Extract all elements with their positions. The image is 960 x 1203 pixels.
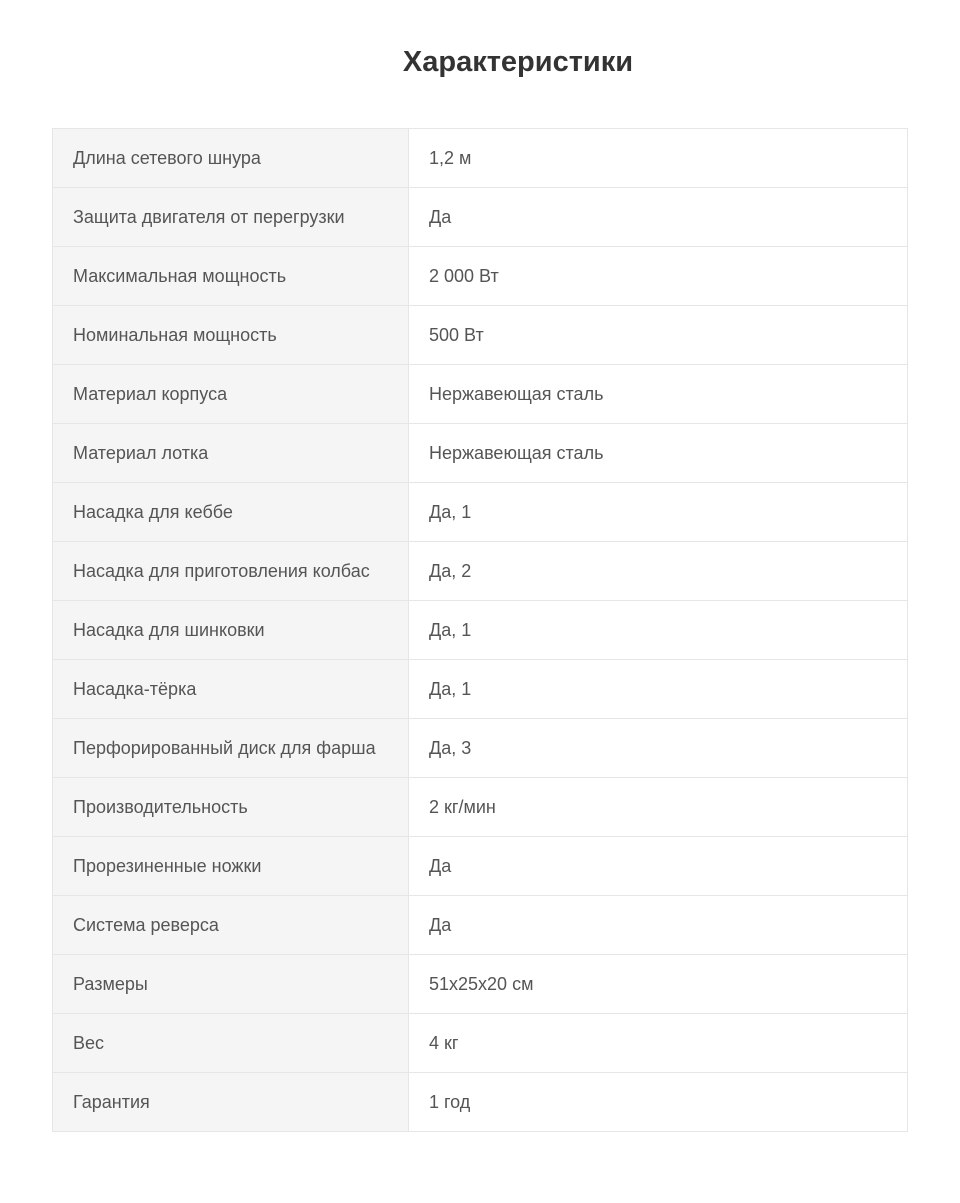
spec-name: Материал корпуса <box>53 365 409 424</box>
spec-name: Насадка-тёрка <box>53 660 409 719</box>
spec-value: 2 кг/мин <box>409 778 908 837</box>
spec-value: Нержавеющая сталь <box>409 365 908 424</box>
spec-name: Прорезиненные ножки <box>53 837 409 896</box>
spec-value: Да, 1 <box>409 483 908 542</box>
spec-name: Перфорированный диск для фарша <box>53 719 409 778</box>
table-row <box>53 837 908 896</box>
spec-value: Да, 1 <box>409 601 908 660</box>
table-row <box>53 247 908 306</box>
spec-name: Номинальная мощность <box>53 306 409 365</box>
table-row <box>53 306 908 365</box>
spec-value: Нержавеющая сталь <box>409 424 908 483</box>
spec-value: 51x25x20 см <box>409 955 908 1014</box>
spec-value: 4 кг <box>409 1014 908 1073</box>
spec-value: Да, 3 <box>409 719 908 778</box>
spec-value: 1,2 м <box>409 129 908 188</box>
table-row <box>53 1014 908 1073</box>
spec-value: Да <box>409 837 908 896</box>
spec-name: Размеры <box>53 955 409 1014</box>
spec-name: Длина сетевого шнура <box>53 129 409 188</box>
spec-name: Максимальная мощность <box>53 247 409 306</box>
spec-name: Насадка для шинковки <box>53 601 409 660</box>
table-row <box>53 188 908 247</box>
spec-name: Производительность <box>53 778 409 837</box>
spec-name: Гарантия <box>53 1073 409 1132</box>
table-row <box>53 129 908 188</box>
table-row <box>53 483 908 542</box>
specifications-table <box>52 128 908 1132</box>
table-row <box>53 660 908 719</box>
spec-value: 1 год <box>409 1073 908 1132</box>
table-row <box>53 365 908 424</box>
table-row <box>53 955 908 1014</box>
spec-value: Да <box>409 188 908 247</box>
table-row <box>53 719 908 778</box>
table-row <box>53 1073 908 1132</box>
table-row <box>53 424 908 483</box>
spec-name: Насадка для приготовления колбас <box>53 542 409 601</box>
spec-value: Да, 2 <box>409 542 908 601</box>
spec-value: Да, 1 <box>409 660 908 719</box>
table-row <box>53 896 908 955</box>
spec-value: 500 Вт <box>409 306 908 365</box>
page-title: Характеристики <box>402 46 634 78</box>
table-row <box>53 542 908 601</box>
spec-name: Вес <box>53 1014 409 1073</box>
spec-name: Материал лотка <box>53 424 409 483</box>
spec-value: Да <box>409 896 908 955</box>
spec-value: 2 000 Вт <box>409 247 908 306</box>
spec-name: Защита двигателя от перегрузки <box>53 188 409 247</box>
spec-name: Система реверса <box>53 896 409 955</box>
table-row <box>53 778 908 837</box>
table-row <box>53 601 908 660</box>
spec-name: Насадка для кеббе <box>53 483 409 542</box>
